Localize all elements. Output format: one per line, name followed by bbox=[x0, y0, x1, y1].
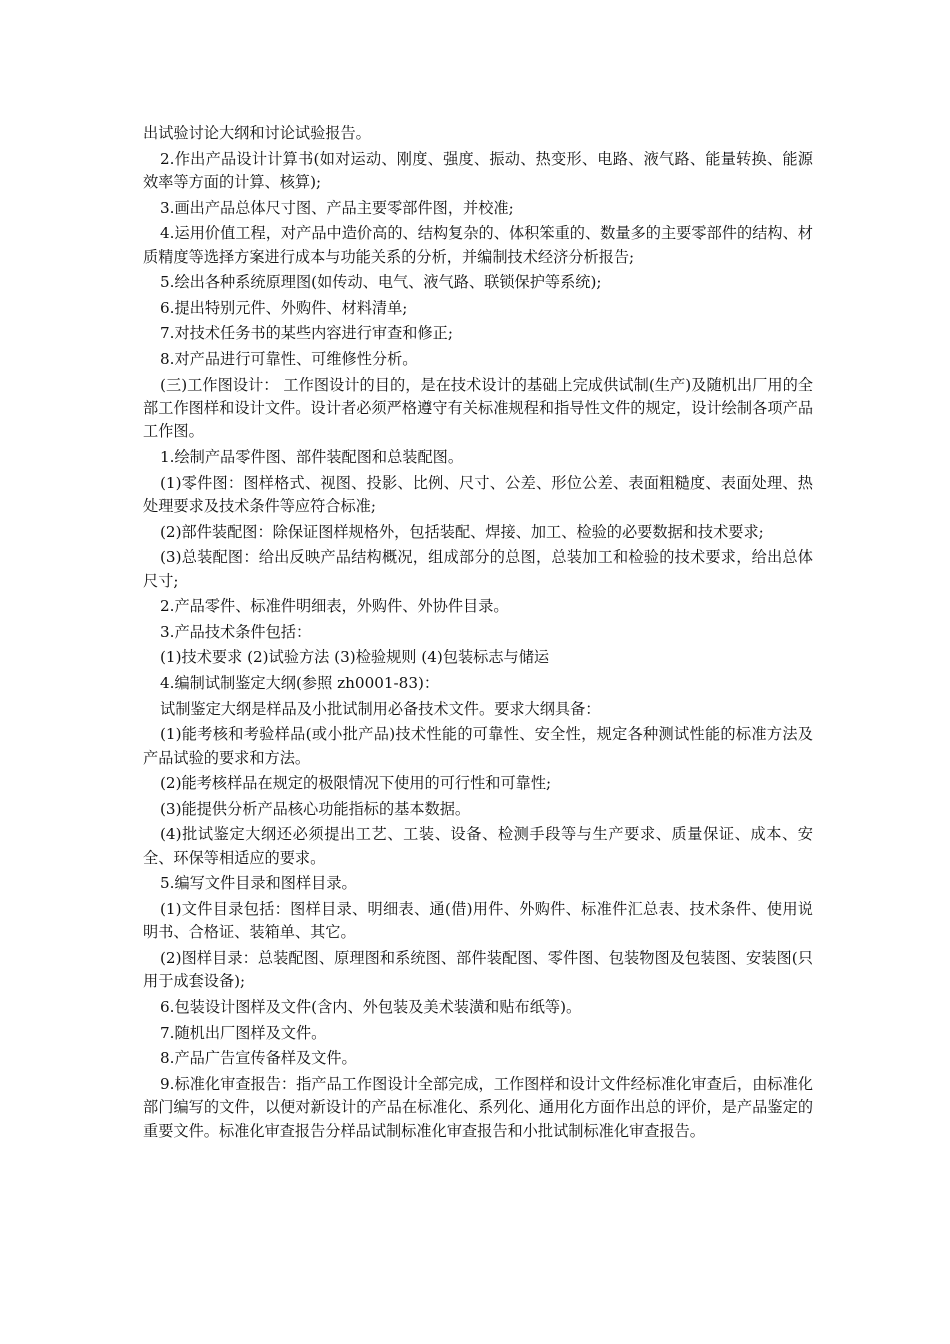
paragraph-26: 6.包装设计图样及文件(含内、外包装及美术装潢和贴布纸等)。 bbox=[160, 997, 582, 1016]
paragraph-8: 8.对产品进行可靠性、可维修性分析。 bbox=[160, 349, 418, 368]
paragraph-25: (2)图样目录：总装配图、原理图和系统图、部件装配图、零件图、包装物图及包装图、安装图(只用于成套设备); bbox=[143, 948, 813, 991]
paragraph-17: 4.编制试制鉴定大纲(参照 zh0001-83)： bbox=[160, 673, 440, 692]
paragraph-20: (2)能考核样品在规定的极限情况下使用的可行性和可靠性; bbox=[160, 774, 552, 793]
paragraph-11: (1)零件图：图样格式、视图、投影、比例、尺寸、公差、形位公差、表面粗糙度、表面处理、热处理要求及技术条件等应符合标准; bbox=[143, 473, 813, 515]
paragraph-12: (2)部件装配图：除保证图样规格外，包括装配、焊接、加工、检验的必要数据和技术要求; bbox=[160, 522, 764, 541]
paragraph-10: 1.绘制产品零件图、部件装配图和总装配图。 bbox=[160, 447, 464, 466]
paragraph-14: 2.产品零件、标准件明细表，外购件、外协件目录。 bbox=[160, 597, 509, 616]
paragraph-13: (3)总装配图：给出反映产品结构概况，组成部分的总图，总装加工和检验的技术要求，给出总体尺寸; bbox=[143, 548, 813, 590]
paragraph-28: 8.产品广告宣传备样及文件。 bbox=[160, 1049, 357, 1068]
paragraph-6: 6.提出特别元件、外购件、材料清单; bbox=[160, 298, 408, 317]
paragraph-22: (4)批试鉴定大纲还必须提出工艺、工装、设备、检测手段等与生产要求、质量保证、成本、安全、环保等相适应的要求。 bbox=[143, 825, 813, 867]
paragraph-1: 出试验讨论大纲和讨论试验报告。 bbox=[143, 124, 371, 142]
paragraph-5: 5.绘出各种系统原理图(如传动、电气、液气路、联锁保护等系统); bbox=[160, 273, 602, 292]
paragraph-2: 2.作出产品设计计算书(如对运动、刚度、强度、振动、热变形、电路、液气路、能量转换、能源效率等方面的计算、核算); bbox=[143, 149, 813, 191]
paragraph-3: 3.画出产品总体尺寸图、产品主要零部件图，并校准; bbox=[160, 198, 514, 217]
paragraph-7: 7.对技术任务书的某些内容进行审查和修正; bbox=[160, 324, 453, 343]
paragraph-18: 试制鉴定大纲是样品及小批试制用必备技术文件。要求大纲具备： bbox=[160, 699, 601, 718]
document-body bbox=[143, 122, 813, 1145]
paragraph-29: 9.标准化审查报告：指产品工作图设计全部完成，工作图样和设计文件经标准化审查后，由标准化部门编写的文件，以便对新设计的产品在标准化、系列化、通用化方面作出总的评价，是产品鉴定的重要文件。标准化审查报告分样品试制标准化审查报告和小批试制标准化审查报告。 bbox=[143, 1074, 813, 1140]
paragraph-27: 7.随机出厂图样及文件。 bbox=[160, 1023, 327, 1042]
paragraph-24: (1)文件目录包括：图样目录、明细表、通(借)用件、外购件、标准件汇总表、技术条件、使用说明书、合格证、装箱单、其它。 bbox=[143, 899, 813, 942]
paragraph-15: 3.产品技术条件包括： bbox=[160, 622, 312, 641]
paragraph-21: (3)能提供分析产品核心功能指标的基本数据。 bbox=[160, 799, 471, 818]
paragraph-23: 5.编写文件目录和图样目录。 bbox=[160, 874, 357, 893]
paragraph-9: (三)工作图设计： 工作图设计的目的，是在技术设计的基础上完成供试制(生产)及随机出厂用的全部工作图样和设计文件。设计者必须严格遵守有关标准规程和指导性文件的规定，设计绘制各项产品工作图。 bbox=[143, 375, 813, 441]
paragraph-4: 4.运用价值工程，对产品中造价高的、结构复杂的、体积笨重的、数量多的主要零部件的结构、材质精度等选择方案进行成本与功能关系的分析，并编制技术经济分析报告; bbox=[143, 224, 813, 266]
paragraph-19: (1)能考核和考验样品(或小批产品)技术性能的可靠性、安全性，规定各种测试性能的标准方法及产品试验的要求和方法。 bbox=[143, 725, 813, 767]
paragraph-16: (1)技术要求 (2)试验方法 (3)检验规则 (4)包装标志与储运 bbox=[160, 648, 550, 667]
